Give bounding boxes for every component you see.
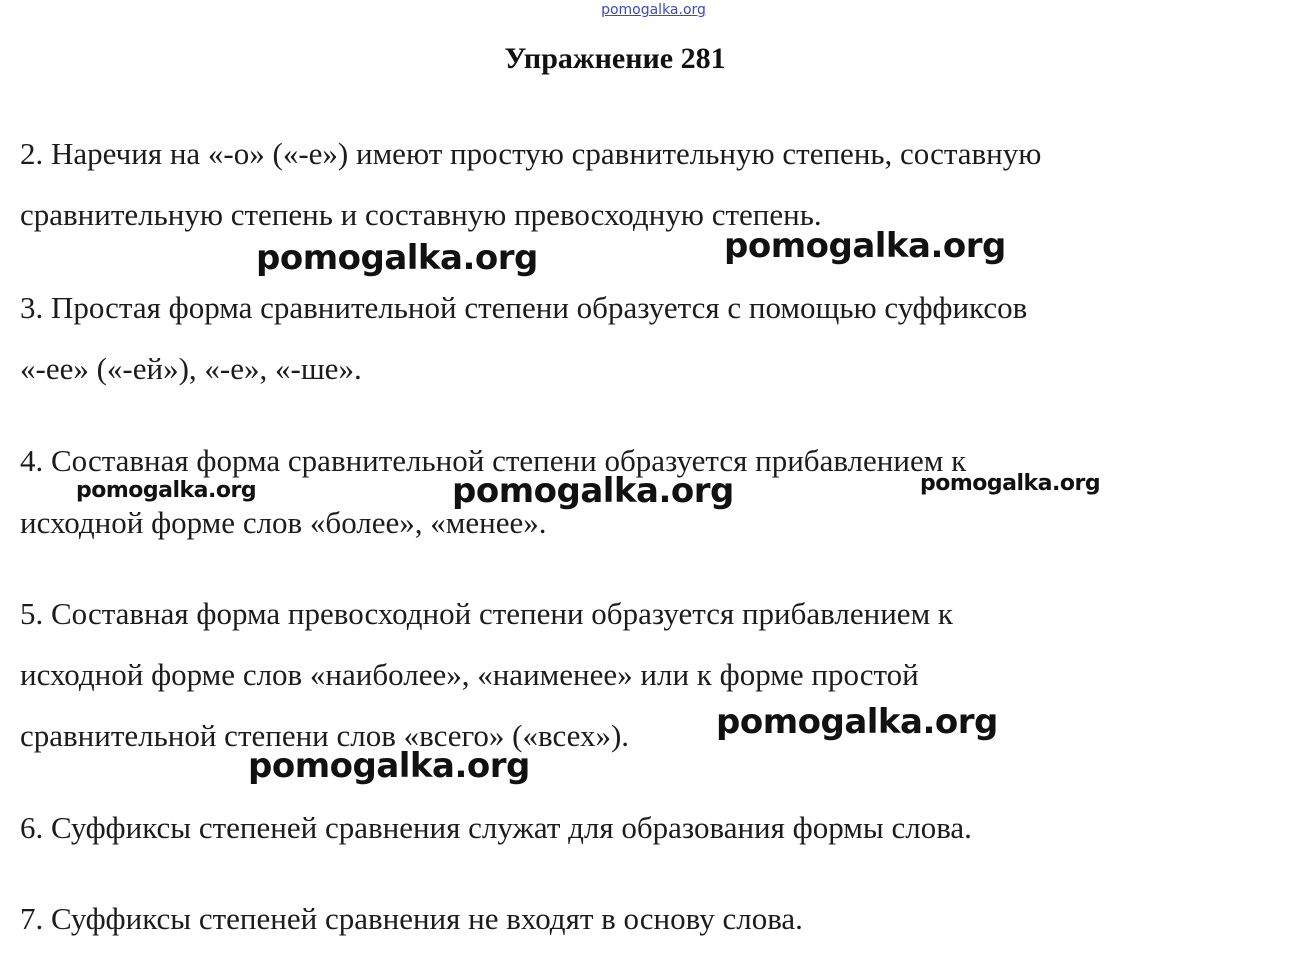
watermark: pomogalka.org [256, 238, 538, 278]
watermark: pomogalka.org [920, 471, 1101, 496]
watermark: pomogalka.org [716, 702, 998, 742]
text-line: сравнительной степени слов «всего» («всех»). [20, 718, 630, 753]
text-line: 7. Суффиксы степеней сравнения не входят в основу слова. [20, 901, 803, 936]
text-line: 2. Наречия на «-о» («-е») имеют простую сравнительную степень, составную [20, 136, 1042, 171]
watermark: pomogalka.org [76, 478, 257, 503]
text-line: 6. Суффиксы степеней сравнения служат для образования формы слова. [20, 810, 972, 845]
text-line: 5. Составная форма превосходной степени образуется прибавлением к [20, 596, 953, 631]
text-line: «-ее» («-ей»), «-е», «-ше». [20, 351, 362, 386]
watermark: pomogalka.org [452, 471, 734, 511]
site-link[interactable]: pomogalka.org [601, 2, 706, 18]
watermark: pomogalka.org [724, 226, 1006, 266]
text-line: 3. Простая форма сравнительной степени образуется с помощью суффиксов [20, 290, 1028, 325]
text-line: исходной форме слов «наиболее», «наименее» или к форме простой [20, 657, 919, 692]
exercise-title: Упражнение 281 [504, 42, 726, 75]
text-line: сравнительную степень и составную превосходную степень. [20, 197, 822, 232]
watermark: pomogalka.org [248, 746, 530, 786]
text-line: исходной форме слов «более», «менее». [20, 505, 547, 540]
text-line: 4. Составная форма сравнительной степени образуется прибавлением к [20, 443, 967, 478]
